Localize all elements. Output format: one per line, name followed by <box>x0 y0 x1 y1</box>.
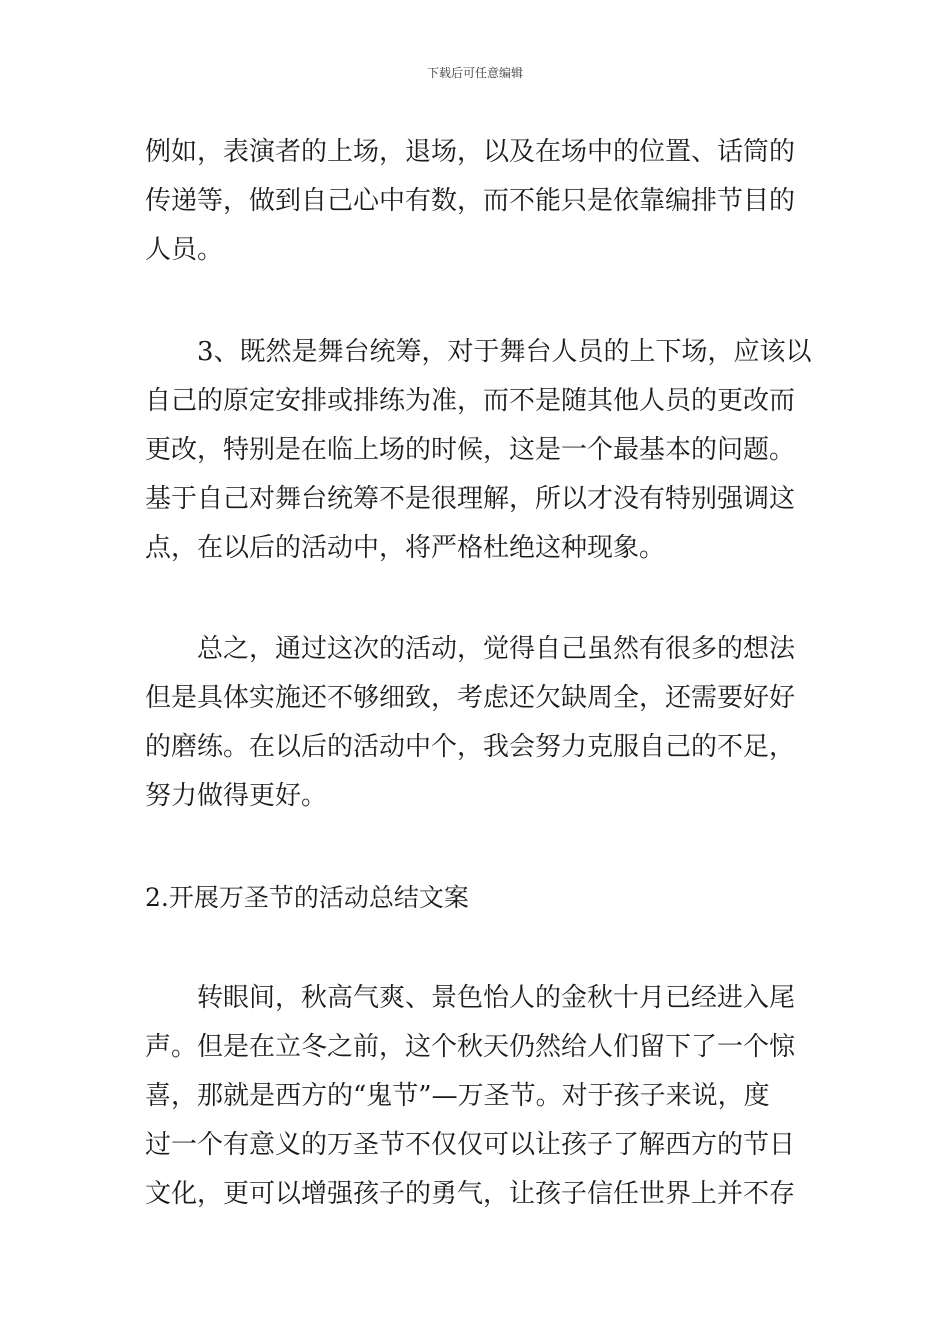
paragraph-line: 自己的原定安排或排练为准，而不是随其他人员的更改而 <box>145 386 796 416</box>
paragraph-line: 人员。 <box>145 235 224 265</box>
paragraph <box>145 974 805 1219</box>
paragraph <box>145 625 805 821</box>
paragraph-line: 基于自己对舞台统筹不是很理解，所以才没有特别强调这 <box>145 484 796 514</box>
paragraph-line: 例如，表演者的上场，退场，以及在场中的位置、话筒的 <box>145 137 796 167</box>
paragraph-line: 传递等，做到自己心中有数，而不能只是依靠编排节目的 <box>145 186 796 216</box>
paragraph-line: 喜，那就是西方的“鬼节”—万圣节。对于孩子来说，度 <box>145 1081 770 1111</box>
paragraph-line: 总之，通过这次的活动，觉得自己虽然有很多的想法 <box>197 634 796 664</box>
paragraph-line: 点，在以后的活动中，将严格杜绝这种现象。 <box>145 533 666 563</box>
paragraph-line: 的磨练。在以后的活动中个，我会努力克服自己的不足， <box>145 732 796 762</box>
paragraph-line: 声。但是在立冬之前，这个秋天仍然给人们留下了一个惊 <box>145 1032 796 1062</box>
paragraph-line: 过一个有意义的万圣节不仅仅可以让孩子了解西方的节日 <box>145 1130 796 1160</box>
page-header: 下载后可任意编辑 <box>426 66 523 80</box>
paragraph <box>145 328 812 573</box>
paragraph-line: 但是具体实施还不够细致，考虑还欠缺周全，还需要好好 <box>145 683 796 713</box>
paragraph-line: 3、既然是舞台统筹，对于舞台人员的上下场，应该以 <box>197 337 812 367</box>
section-heading-text: 2.开展万圣节的活动总结文案 <box>145 883 469 912</box>
paragraph-line: 转眼间，秋高气爽、景色怡人的金秋十月已经进入尾 <box>197 983 796 1013</box>
paragraph-line: 更改，特别是在临上场的时候，这是一个最基本的问题。 <box>145 435 796 465</box>
section-heading <box>145 873 805 922</box>
paragraph-line: 努力做得更好。 <box>145 781 328 811</box>
paragraph <box>145 128 805 275</box>
paragraph-line: 文化，更可以增强孩子的勇气，让孩子信任世界上并不存 <box>145 1179 796 1209</box>
